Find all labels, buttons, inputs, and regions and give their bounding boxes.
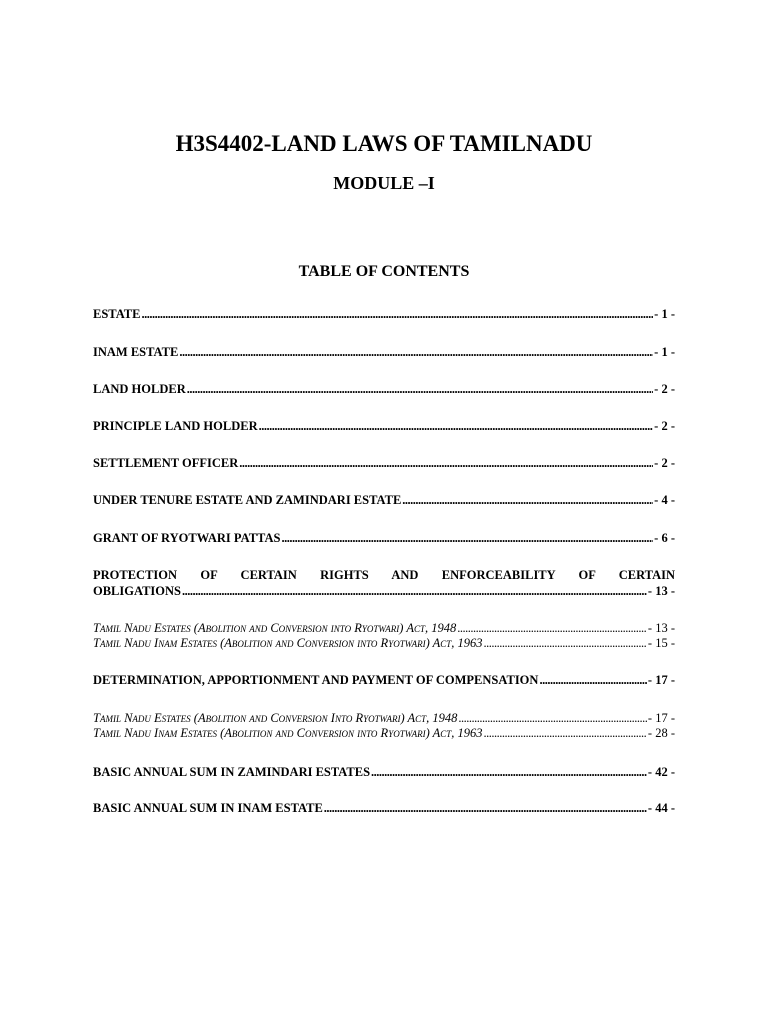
toc-entry-grant-of-ryotwari-pattas[interactable] (93, 530, 675, 546)
toc-entry-page: - 17 - (647, 711, 675, 725)
toc-entry-protection-of-rights[interactable] (93, 567, 675, 599)
toc-entry-settlement-officer[interactable] (93, 455, 675, 471)
toc-subentry-inam-estates-act-1963[interactable] (93, 635, 675, 651)
toc-entry-text-line2: OBLIGATIONS (93, 584, 181, 598)
dot-leader (539, 672, 646, 688)
dot-leader (281, 530, 653, 546)
dot-leader (324, 800, 647, 816)
toc-entry-page: - 28 - (647, 726, 675, 740)
dot-leader (458, 710, 647, 726)
toc-entry-text: SETTLEMENT OFFICER (93, 456, 239, 470)
toc-entry-text: UNDER TENURE ESTATE AND ZAMINDARI ESTATE (93, 493, 402, 507)
toc-entry-text: Tamil Nadu Estates (Abolition and Conversion into Ryotwari) Act, 1948 (93, 621, 457, 635)
toc-heading: TABLE OF CONTENTS (298, 263, 470, 280)
toc-entry-text: GRANT OF RYOTWARI PATTAS (93, 531, 281, 545)
toc-subentry-estates-act-1948[interactable] (93, 620, 675, 636)
dot-leader (239, 455, 653, 471)
toc-entry-text: LAND HOLDER (93, 382, 186, 396)
dot-leader (179, 344, 653, 360)
toc-entry-text: BASIC ANNUAL SUM IN INAM ESTATE (93, 801, 323, 815)
toc-entry-page: - 17 - (647, 673, 675, 687)
dot-leader (484, 635, 647, 651)
toc-entry-text: Tamil Nadu Estates (Abolition and Conversion Into Ryotwari) Act, 1948 (93, 711, 458, 725)
toc-entry-estate[interactable] (93, 306, 675, 322)
toc-entry-page: - 2 - (654, 456, 675, 470)
toc-entry-page: - 2 - (654, 419, 675, 433)
toc-subentry-estates-act-1948-b[interactable] (93, 710, 675, 726)
dot-leader (182, 583, 647, 599)
toc-entry-text: DETERMINATION, APPORTIONMENT AND PAYMENT OF COMPENSATION (93, 673, 539, 687)
dot-leader (402, 492, 653, 508)
toc-entry-text: Tamil Nadu Inam Estates (Abolition and Conversion into Ryotwari) Act, 1963 (93, 726, 483, 740)
toc-entry-determination-compensation[interactable] (93, 672, 675, 688)
dot-leader (457, 620, 647, 636)
dot-leader (371, 764, 647, 780)
toc-entry-page: - 13 - (647, 621, 675, 635)
toc-entry-page: - 44 - (647, 801, 675, 815)
toc-entry-principle-land-holder[interactable] (93, 418, 675, 434)
toc-entry-land-holder[interactable] (93, 381, 675, 397)
toc-entry-basic-annual-sum-inam[interactable] (93, 800, 675, 816)
toc-entry-page: - 2 - (654, 382, 675, 396)
dot-leader (187, 381, 653, 397)
toc-entry-page: - 4 - (654, 493, 675, 507)
toc-entry-page: - 6 - (654, 531, 675, 545)
document-title: H3S4402-LAND LAWS OF TAMILNADU (175, 131, 593, 156)
toc-entry-page: - 42 - (647, 765, 675, 779)
toc-entry-text: BASIC ANNUAL SUM IN ZAMINDARI ESTATES (93, 765, 371, 779)
toc-entry-text: Tamil Nadu Inam Estates (Abolition and Conversion into Ryotwari) Act, 1963 (93, 636, 483, 650)
dot-leader (259, 418, 654, 434)
toc-entry-text-line1: PROTECTION OF CERTAIN RIGHTS AND ENFORCEABILITY OF CERTAIN (93, 568, 675, 582)
toc-entry-text: PRINCIPLE LAND HOLDER (93, 419, 258, 433)
toc-entry-under-tenure-estate[interactable] (93, 492, 675, 508)
toc-subentry-inam-estates-act-1963-b[interactable] (93, 725, 675, 741)
dot-leader (141, 306, 653, 322)
module-title: MODULE –I (333, 173, 435, 193)
toc-entry-basic-annual-sum-zamindari[interactable] (93, 764, 675, 780)
toc-entry-page: - 1 - (654, 345, 675, 359)
toc-entry-page: - 13 - (647, 584, 675, 598)
toc-entry-text: INAM ESTATE (93, 345, 179, 359)
toc-entry-text: ESTATE (93, 307, 141, 321)
toc-entry-page: - 15 - (647, 636, 675, 650)
toc-entry-inam-estate[interactable] (93, 344, 675, 360)
toc-entry-page: - 1 - (654, 307, 675, 321)
dot-leader (484, 725, 647, 741)
